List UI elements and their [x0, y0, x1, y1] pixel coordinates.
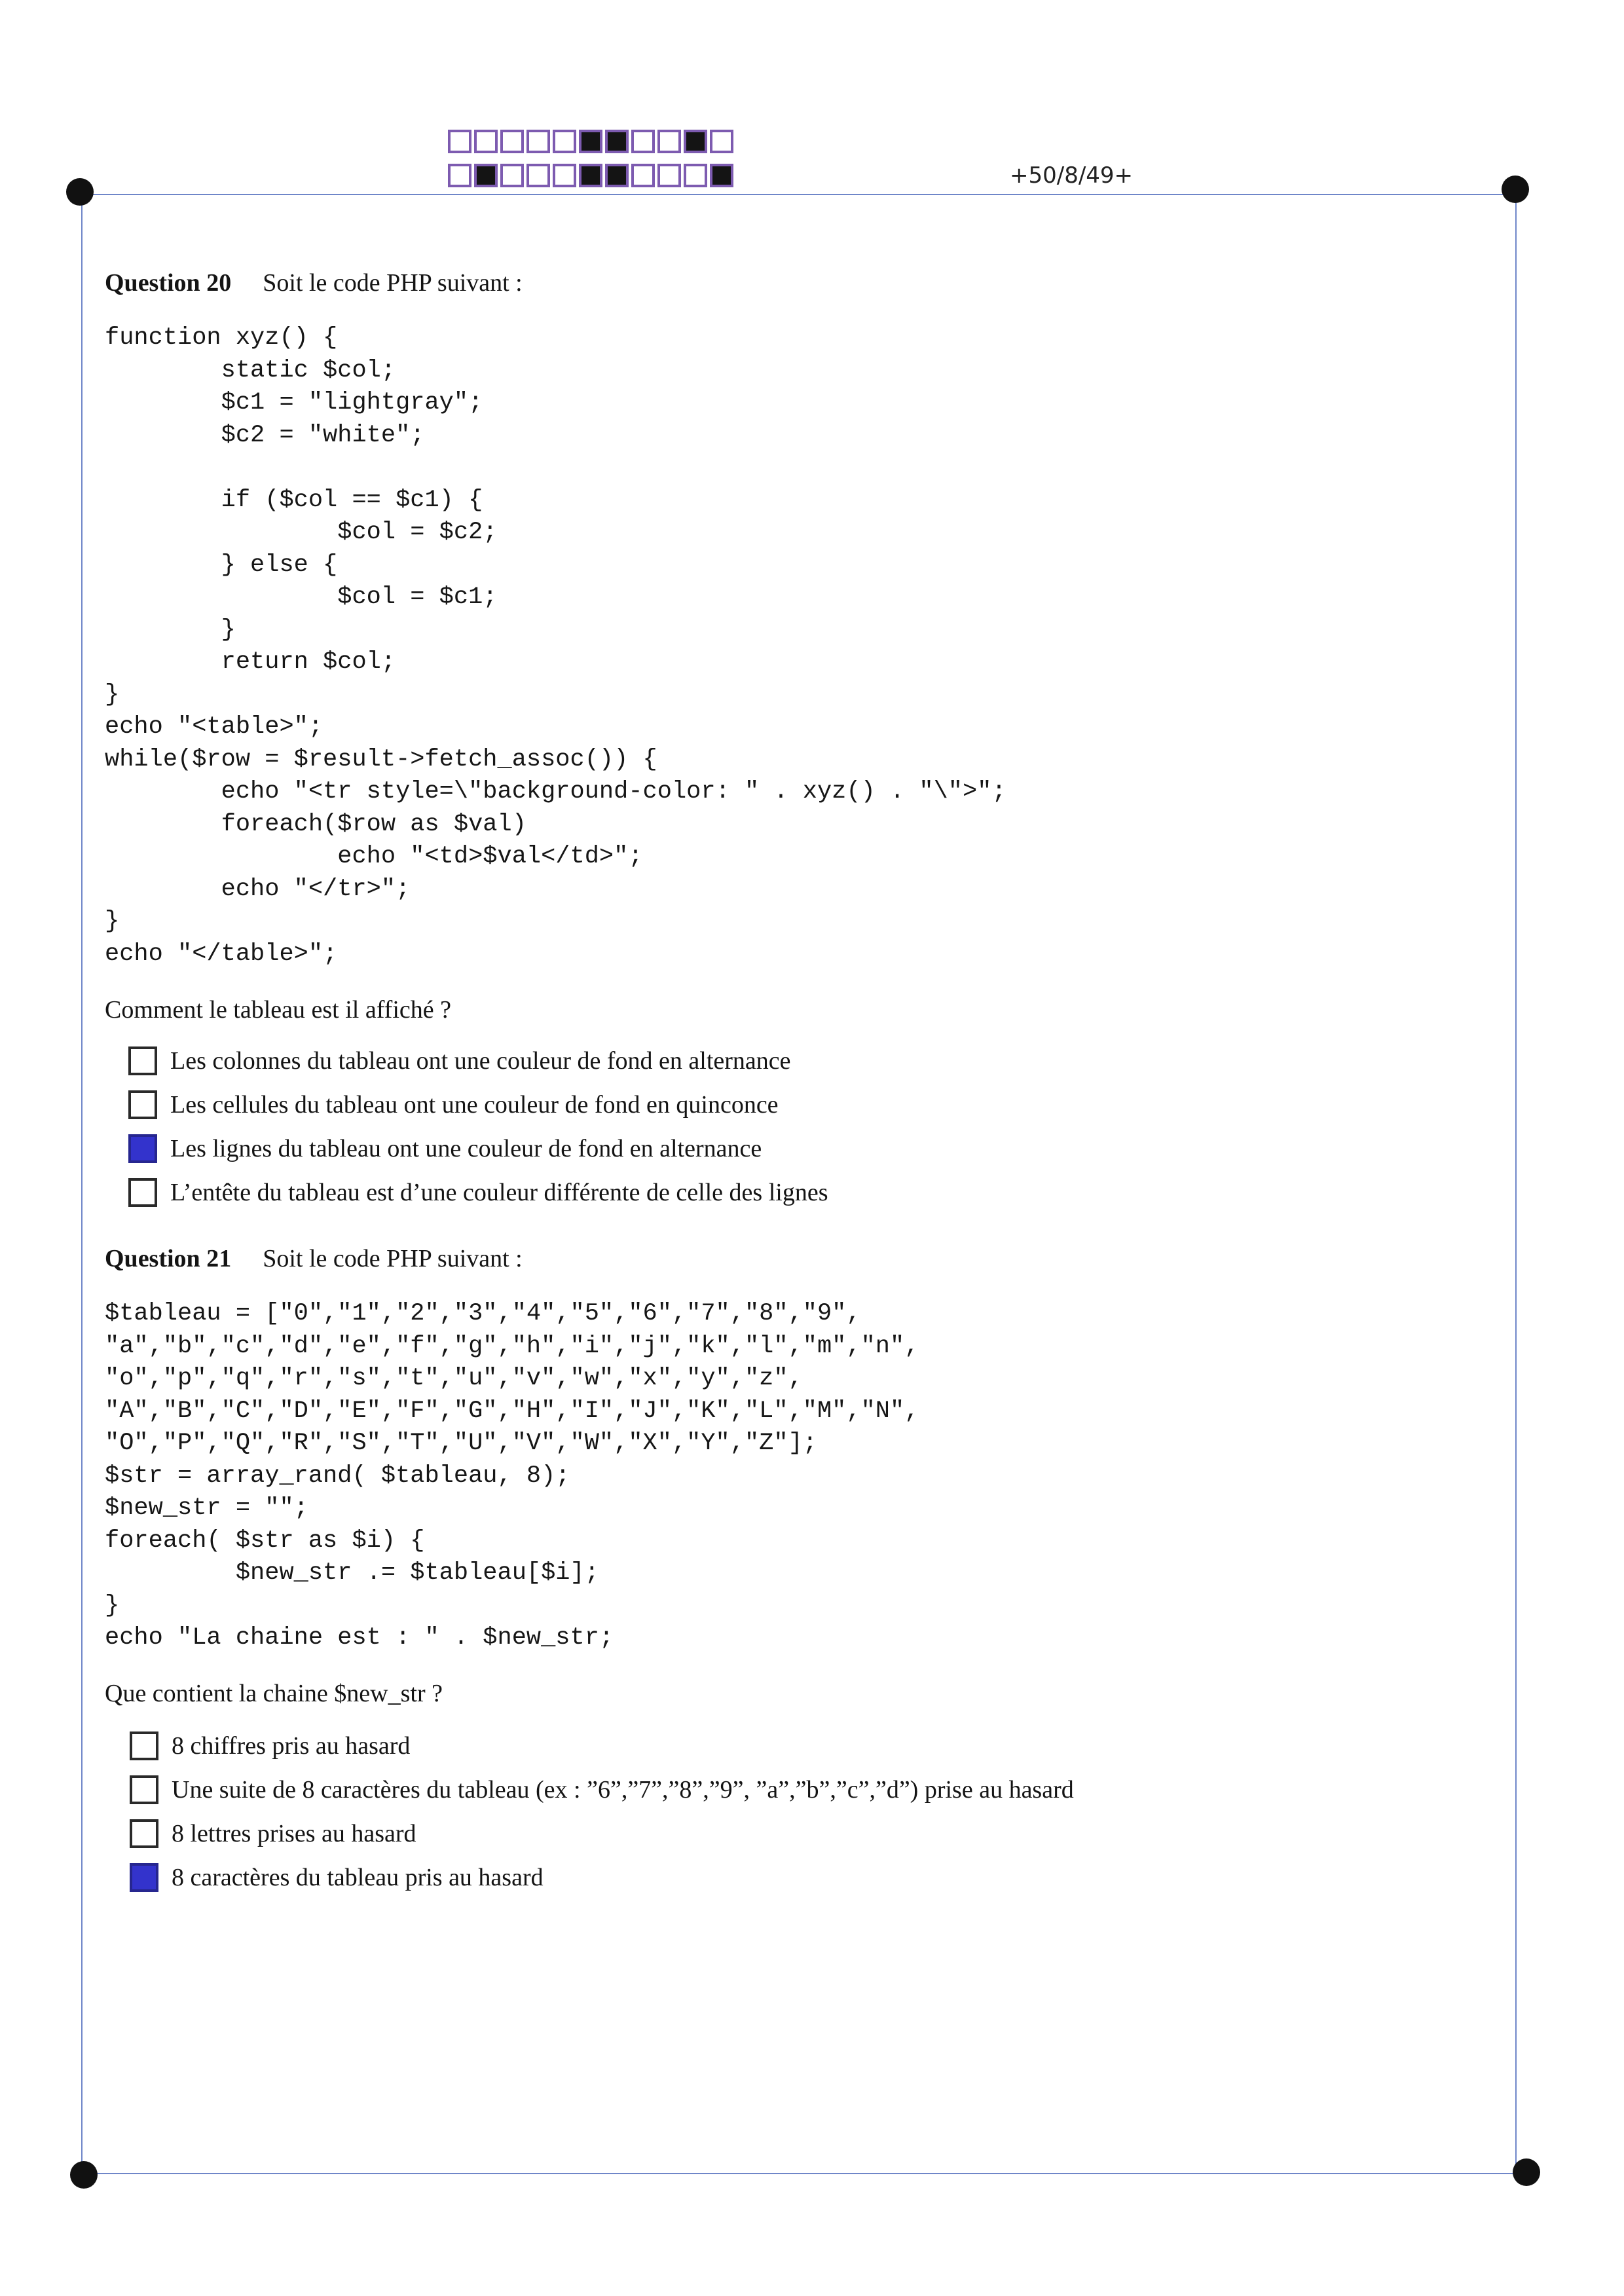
answer-label: 8 lettres prises au hasard	[172, 1820, 416, 1847]
code-cell	[553, 164, 576, 187]
code-cell	[500, 130, 524, 153]
answer-checkbox[interactable]	[130, 1863, 158, 1892]
answer-option[interactable]	[128, 1134, 762, 1163]
code-cell	[448, 130, 471, 153]
code-cell	[657, 164, 681, 187]
sheet-code-strip-top	[448, 130, 736, 153]
answer-checkbox[interactable]	[130, 1731, 158, 1760]
code-cell	[526, 164, 550, 187]
answer-option[interactable]	[128, 1178, 828, 1207]
code-cell	[710, 130, 733, 153]
frame-bottom-line	[80, 2173, 1517, 2174]
code-cell	[474, 164, 498, 187]
code-cell	[684, 130, 707, 153]
corner-mark-bottom-left	[70, 2161, 98, 2189]
question-number: Question 21	[105, 1245, 232, 1272]
frame-right-line	[1515, 194, 1517, 2174]
question-intro: Soit le code PHP suivant :	[263, 1245, 523, 1272]
frame-left-line	[81, 194, 83, 2174]
question-20-code: function xyz() { static $col; $c1 = "lightgray"; $c2 = "white"; if ($col == $c1) { $col = $c2; } else { $col = $c1; } return $col; } echo "<table>"; while($row = $result->fetch_assoc()) { echo "<tr style=\"background-color: " . xyz() . "\">"; foreach($row as $val) echo "<td>$val</td>"; echo "</tr>"; } echo "</table>";	[105, 324, 1006, 968]
answer-label: Une suite de 8 caractères du tableau (ex : ”6”,”7”,”8”,”9”, ”a”,”b”,”c”,”d”) prise au hasard	[172, 1776, 1074, 1804]
answer-option[interactable]	[130, 1731, 410, 1760]
question-intro: Soit le code PHP suivant :	[263, 269, 523, 297]
code-cell	[579, 164, 602, 187]
corner-mark-top-right	[1502, 176, 1529, 203]
answer-checkbox[interactable]	[128, 1046, 157, 1075]
code-cell	[448, 164, 471, 187]
question-20-heading	[105, 268, 523, 297]
sheet-code-strip-bottom	[448, 164, 736, 187]
answer-checkbox[interactable]	[128, 1090, 157, 1119]
corner-mark-bottom-right	[1513, 2158, 1540, 2186]
code-cell	[526, 130, 550, 153]
code-cell	[500, 164, 524, 187]
question-21-code: $tableau = ["0","1","2","3","4","5","6","7","8","9", "a","b","c","d","e","f","g","h","i","j","k","l","m","n", "o","p","q","r","s","t","u","v","w","x","y","z", "A","B","C","D","E","F","G","H","I","J","K","L","M","N", "O","P","Q","R","S","T","U","V","W","X","Y","Z"]; $str = array_rand( $tableau, 8); $new_str = ""; foreach( $str as $i) { $new_str .= $tableau[$i]; } echo "La chaine est : " . $new_str;	[105, 1300, 919, 1652]
question-21-heading	[105, 1244, 523, 1273]
answer-label: 8 caractères du tableau pris au hasard	[172, 1864, 544, 1891]
answer-option[interactable]	[128, 1090, 779, 1119]
question-number: Question 20	[105, 269, 232, 297]
code-cell	[710, 164, 733, 187]
code-cell	[631, 164, 655, 187]
answer-label: Les colonnes du tableau ont une couleur de fond en alternance	[170, 1047, 791, 1075]
code-cell	[553, 130, 576, 153]
code-cell	[631, 130, 655, 153]
code-cell	[579, 130, 602, 153]
answer-checkbox[interactable]	[130, 1775, 158, 1804]
question-20-prompt: Comment le tableau est il affiché ?	[105, 996, 451, 1024]
corner-mark-top-left	[66, 178, 94, 206]
code-cell	[605, 130, 629, 153]
frame-top-line	[80, 194, 1515, 195]
code-cell	[605, 164, 629, 187]
answer-option[interactable]	[130, 1819, 416, 1848]
answer-option[interactable]	[130, 1775, 1074, 1804]
sheet-identifier: +50/8/49+	[1010, 162, 1134, 189]
code-cell	[684, 164, 707, 187]
code-cell	[474, 130, 498, 153]
answer-label: Les lignes du tableau ont une couleur de fond en alternance	[170, 1135, 762, 1162]
answer-option[interactable]	[128, 1046, 791, 1075]
answer-label: L’entête du tableau est d’une couleur différente de celle des lignes	[170, 1179, 828, 1206]
answer-label: Les cellules du tableau ont une couleur de fond en quinconce	[170, 1091, 779, 1119]
answer-checkbox[interactable]	[128, 1178, 157, 1207]
answer-checkbox[interactable]	[128, 1134, 157, 1163]
code-cell	[657, 130, 681, 153]
answer-option[interactable]	[130, 1863, 544, 1892]
answer-checkbox[interactable]	[130, 1819, 158, 1848]
answer-label: 8 chiffres pris au hasard	[172, 1732, 411, 1760]
question-21-prompt: Que contient la chaine $new_str ?	[105, 1680, 443, 1707]
